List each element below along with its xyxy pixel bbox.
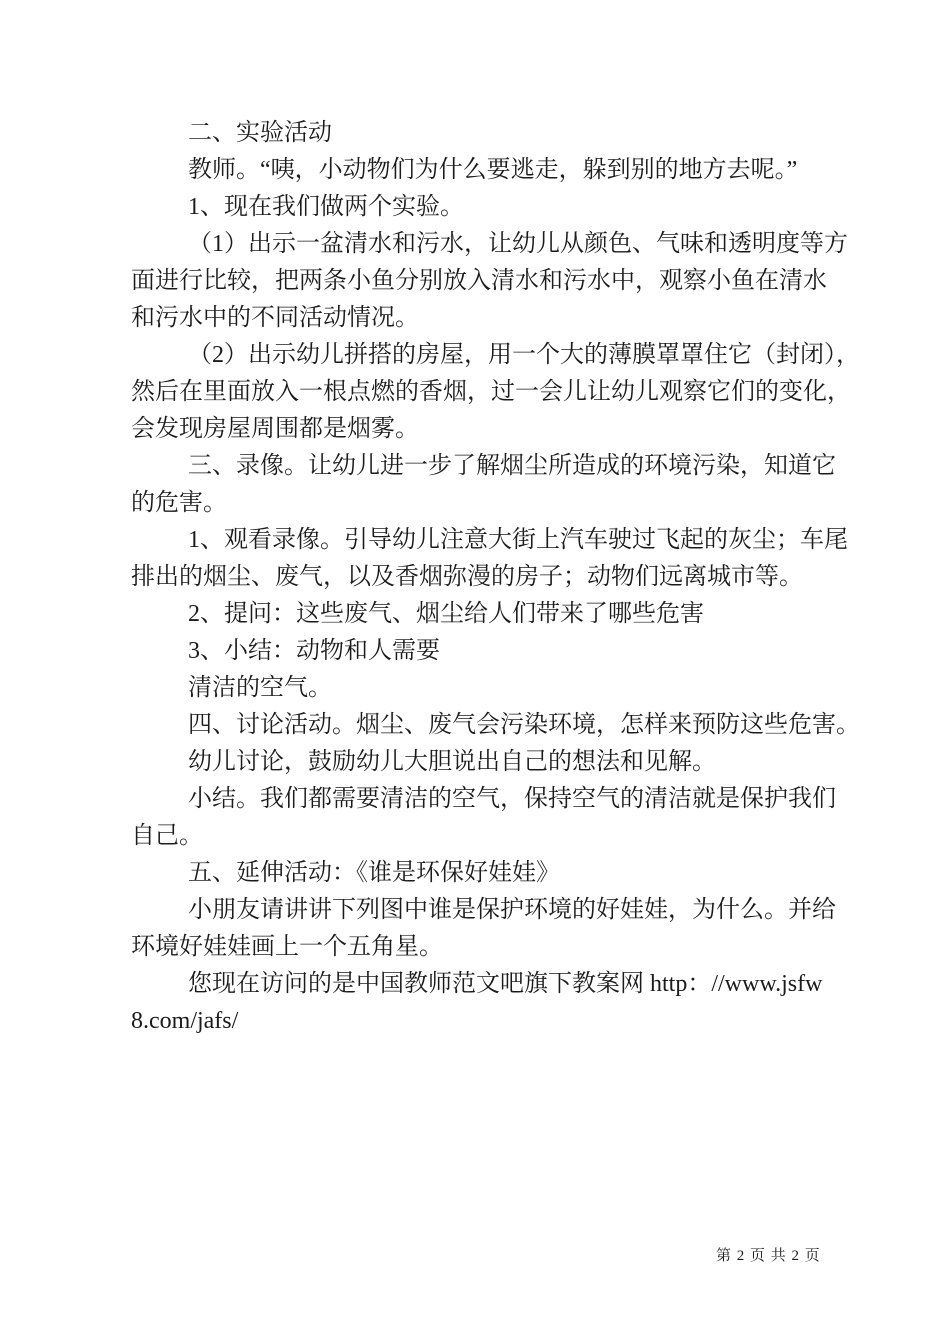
text-line: 和污水中的不同活动情况。 (131, 305, 419, 331)
paragraph (131, 707, 860, 744)
paragraph (131, 855, 855, 892)
text-line: 小朋友请讲讲下列图中谁是保护环境的好娃娃，为什么。并给 (188, 897, 836, 923)
text-line: 然后在里面放入一根点燃的香烟，过一会儿让幼儿观察它们的变化， (131, 379, 851, 405)
text-line: 三、录像。让幼儿进一步了解烟尘所造成的环境污染，知道它 (188, 453, 836, 479)
text-line: 小结。我们都需要清洁的空气，保持空气的清洁就是保护我们 (188, 786, 836, 812)
page-number: 第 2 页 共 2 页 (716, 1248, 821, 1264)
text-line: 二、实验活动 (188, 120, 332, 146)
paragraph (131, 115, 855, 152)
text-line: 环境好娃娃画上一个五角星。 (131, 934, 443, 960)
text-line: 排出的烟尘、废气，以及香烟弥漫的房子；动物们远离城市等。 (131, 564, 803, 590)
text-line: 幼儿讨论，鼓励幼儿大胆说出自己的想法和见解。 (188, 749, 716, 775)
text-line: 自己。 (131, 823, 203, 849)
paragraph (131, 744, 855, 781)
text-line: 清洁的空气。 (188, 675, 332, 701)
text-line: 3、小结：动物和人需要 (188, 638, 440, 664)
paragraph (131, 633, 855, 670)
paragraph (131, 189, 855, 226)
text-line: 五、延伸活动：《谁是环保好娃娃》 (188, 860, 560, 886)
paragraph (131, 522, 855, 596)
paragraph (131, 966, 855, 1040)
text-line: 您现在访问的是中国教师范文吧旗下教案网 http：//www.jsfw (188, 971, 823, 997)
paragraph (131, 892, 855, 966)
text-line: 面进行比较，把两条小鱼分别放入清水和污水中，观察小鱼在清水 (131, 268, 827, 294)
paragraph (131, 448, 855, 522)
paragraph (131, 670, 855, 707)
paragraph (131, 226, 855, 337)
paragraph (131, 152, 855, 189)
text-line: 四、讨论活动。烟尘、废气会污染环境，怎样来预防这些危害。 (188, 712, 860, 738)
text-line: 1、现在我们做两个实验。 (188, 194, 464, 220)
paragraph (131, 337, 860, 448)
text-line: 的危害。 (131, 490, 227, 516)
text-line: （2）出示幼儿拼搭的房屋，用一个大的薄膜罩罩住它（封闭）， (188, 342, 860, 368)
text-line: 会发现房屋周围都是烟雾。 (131, 416, 419, 442)
text-line: 8.com/jafs/ (131, 1008, 239, 1034)
document-body (131, 115, 860, 1040)
text-line: 1、观看录像。引导幼儿注意大街上汽车驶过飞起的灰尘；车尾 (188, 527, 848, 553)
paragraph (131, 781, 855, 855)
text-line: （1）出示一盆清水和污水，让幼儿从颜色、气味和透明度等方 (188, 231, 848, 257)
text-line: 教师。“咦，小动物们为什么要逃走，躲到别的地方去呢。” (188, 157, 798, 183)
paragraph (131, 596, 855, 633)
text-line: 2、提问：这些废气、烟尘给人们带来了哪些危害 (188, 601, 704, 627)
